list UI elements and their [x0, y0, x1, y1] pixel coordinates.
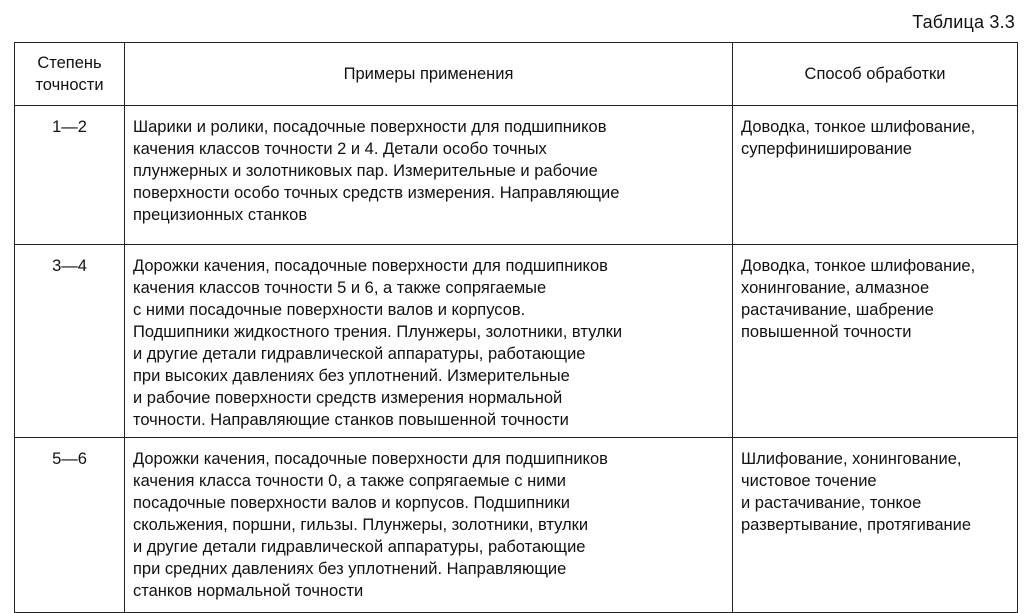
- header-grade-line2: точности: [35, 76, 104, 94]
- text-line: Доводка, тонкое шлифование,: [741, 257, 976, 275]
- text-line: качения классов точности 2 и 4. Детали особо точных: [133, 140, 547, 158]
- cell-grade: 3—4: [15, 245, 125, 438]
- text-line: Доводка, тонкое шлифование,: [741, 118, 976, 136]
- text-line: суперфиниширование: [741, 140, 912, 158]
- text-line: при средних давлениях без уплотнений. Направляющие: [133, 560, 567, 578]
- text-line: и растачивание, тонкое: [741, 494, 922, 512]
- text-line: и другие детали гидравлической аппаратуры, работающие: [133, 345, 586, 363]
- text-line: Подшипники жидкостного трения. Плунжеры, золотники, втулки: [133, 323, 623, 341]
- text-line: плунжерных и золотниковых пар. Измерительные и рабочие: [133, 162, 598, 180]
- text-line: и рабочие поверхности средств измерения нормальной: [133, 389, 563, 407]
- text-line: скольжения, поршни, гильзы. Плунжеры, золотники, втулки: [133, 516, 589, 534]
- text-line: растачивание, шабрение: [741, 301, 934, 319]
- precision-table: [14, 42, 1018, 613]
- cell-method: [733, 438, 1018, 613]
- text-line: точности. Направляющие станков повышенной точности: [133, 411, 569, 429]
- header-applications: Примеры применения: [125, 43, 733, 106]
- text-line: и другие детали гидравлической аппаратуры, работающие: [133, 538, 586, 556]
- cell-applications: [125, 438, 733, 613]
- text-line: с ними посадочные поверхности валов и корпусов.: [133, 301, 526, 319]
- text-line: Дорожки качения, посадочные поверхности для подшипников: [133, 257, 608, 275]
- text-line: Дорожки качения, посадочные поверхности для подшипников: [133, 450, 608, 468]
- text-line: чистовое точение: [741, 472, 877, 490]
- cell-method: [733, 245, 1018, 438]
- header-grade: [15, 43, 125, 106]
- text-line: развертывание, протягивание: [741, 516, 972, 534]
- text-line: качения класса точности 0, а также сопрягаемые с ними: [133, 472, 567, 490]
- table-row: [15, 438, 1018, 613]
- text-line: прецизионных станков: [133, 206, 308, 224]
- table-caption: Таблица 3.3: [912, 12, 1015, 32]
- text-line: станков нормальной точности: [133, 582, 364, 600]
- table-row: [15, 245, 1018, 438]
- cell-grade: 1—2: [15, 106, 125, 245]
- text-line: при высоких давлениях без уплотнений. Измерительные: [133, 367, 570, 385]
- text-line: Шарики и ролики, посадочные поверхности для подшипников: [133, 118, 607, 136]
- table-header-row: [15, 43, 1018, 106]
- text-line: повышенной точности: [741, 323, 912, 341]
- cell-applications: [125, 245, 733, 438]
- text-line: посадочные поверхности валов и корпусов. Подшипники: [133, 494, 570, 512]
- text-line: Шлифование, хонингование,: [741, 450, 962, 468]
- header-method: Способ обработки: [733, 43, 1018, 106]
- cell-applications: [125, 106, 733, 245]
- cell-method: [733, 106, 1018, 245]
- text-line: поверхности особо точных средств измерения. Направляющие: [133, 184, 620, 202]
- text-line: качения классов точности 5 и 6, а также сопрягаемые: [133, 279, 547, 297]
- table-row: [15, 106, 1018, 245]
- header-grade-line1: Степень: [37, 54, 102, 72]
- text-line: хонингование, алмазное: [741, 279, 930, 297]
- cell-grade: 5—6: [15, 438, 125, 613]
